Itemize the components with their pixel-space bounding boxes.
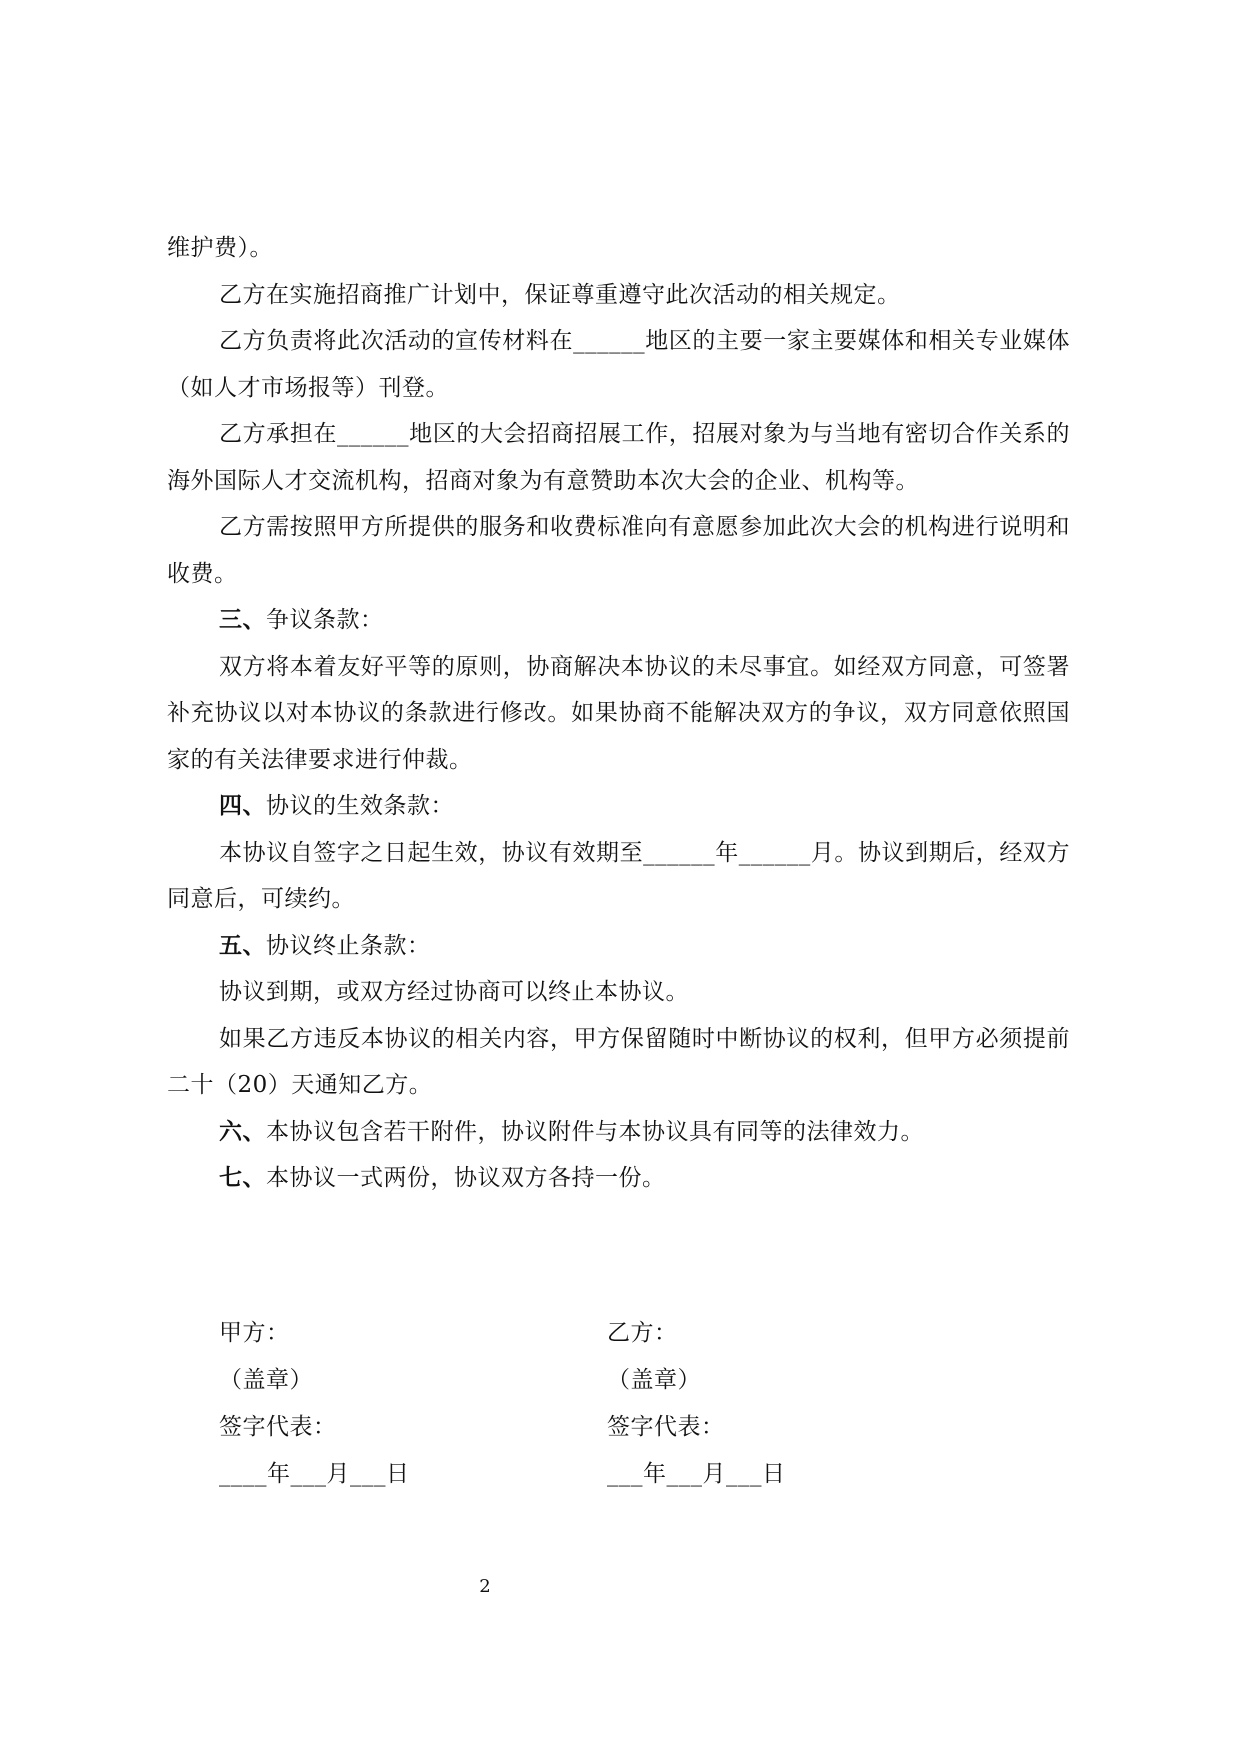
paragraph-exhibition-work: 乙方承担在______地区的大会招商招展工作，招展对象为与当地有密切合作关系的海外国际人才交流机构，招商对象为有意赞助本次大会的企业、机构等。 [167,421,1070,494]
section-heading-effective: 四、协议的生效条款： [219,792,454,819]
party-a-representative: 签字代表： [219,1414,337,1440]
party-a-date: ____年___月___日 [219,1461,410,1487]
paragraph-fee-explanation: 乙方需按照甲方所提供的服务和收费标准向有意愿参加此次大会的机构进行说明和收费。 [167,514,1070,587]
party-a-seal: （盖章） [219,1367,313,1393]
agreement-body [167,225,1070,1202]
section-number: 三、 [219,606,266,633]
paragraph-termination-expiry: 协议到期，或双方经过协商可以终止本协议。 [219,979,689,1005]
paragraph-effective-term: 本协议自签字之日起生效，协议有效期至______年______月。协议到期后，经双方同意后，可续约。 [167,839,1070,912]
party-b-representative: 签字代表： [607,1414,725,1440]
page-number: 2 [479,1576,491,1597]
section-number: 六、 [219,1117,266,1145]
party-b-date: ___年___月___日 [607,1461,786,1487]
party-a-label: 甲方： [219,1320,290,1346]
paragraph-dispute-resolution: 双方将本着友好平等的原则，协商解决本协议的未尽事宜。如经双方同意，可签署补充协议以对本协议的条款进行修改。如果协商不能解决双方的争议，双方同意依照国家的有关法律要求进行仲裁。 [167,653,1070,773]
section-heading-dispute: 三、争议条款： [219,606,384,633]
section-number: 四、 [219,792,266,819]
section-attachments: 六、本协议包含若干附件，协议附件与本协议具有同等的法律效力。 [219,1117,924,1145]
paragraph-promotion-rules: 乙方在实施招商推广计划中，保证尊重遵守此次活动的相关规定。 [219,281,901,308]
section-number: 七、 [219,1164,266,1191]
paragraph-termination-breach: 如果乙方违反本协议的相关内容，甲方保留随时中断协议的权利，但甲方必须提前二十（20）天通知乙方。 [167,1025,1070,1098]
paragraph-media-publicity: 乙方负责将此次活动的宣传材料在______地区的主要一家主要媒体和相关专业媒体（如人才市场报等）刊登。 [167,328,1070,401]
section-heading-termination: 五、协议终止条款： [219,931,431,959]
party-b-seal: （盖章） [607,1367,701,1393]
section-number: 五、 [219,931,266,959]
party-b-label: 乙方： [607,1320,678,1346]
paragraph-maintenance-fee: 维护费）。 [167,235,273,261]
signature-block-party-b [607,1310,786,1498]
signature-block-party-a [219,1310,410,1498]
section-copies: 七、本协议一式两份，协议双方各持一份。 [219,1164,666,1191]
